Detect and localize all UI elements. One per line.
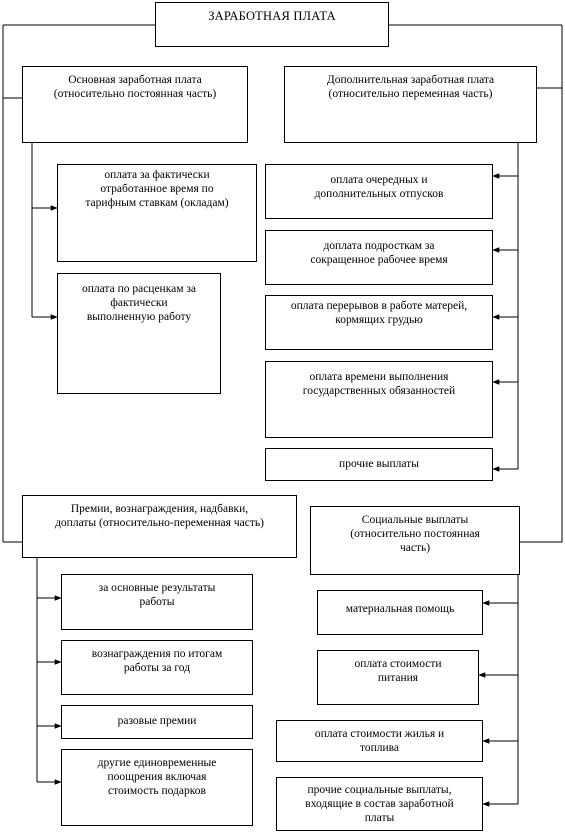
bonuses-label: Премии, вознаграждения, надбавки, доплаты (относительно-переменная часть) xyxy=(55,503,264,529)
main-item-piece-rate: оплата по расценкам за фактически выполненную работу xyxy=(57,273,221,394)
social-item-other-social: прочие социальные выплаты, входящие в состав заработной платы xyxy=(276,777,483,831)
additional-wage-label: Дополнительная заработная плата (относительно переменная часть) xyxy=(326,74,495,100)
title-box xyxy=(155,2,389,47)
main-wage-label: Основная заработная плата (относительно постоянная часть) xyxy=(53,74,217,100)
main-item-time-pay: оплата за фактически отработанное время по тарифным ставкам (окладам) xyxy=(57,164,257,262)
social-item-housing-fuel: оплата стоимости жилья и топлива xyxy=(276,720,483,762)
additional-item-state-duties: оплата времени выполнения государственных обязанностей xyxy=(265,361,493,438)
social-payments-box xyxy=(310,506,520,575)
additional-item-other-payments: прочие выплаты xyxy=(265,448,493,481)
social-payments-label: Социальные выплаты (относительно постоянная часть) xyxy=(350,514,480,554)
social-item-material-aid: материальная помощь xyxy=(317,590,483,635)
social-item-food: оплата стоимости питания xyxy=(317,650,479,705)
bonus-item-main-results: за основные результаты работы xyxy=(61,574,253,630)
bonuses-box xyxy=(22,495,297,558)
additional-wage-box xyxy=(284,66,537,143)
bonus-item-annual: вознаграждения по итогам работы за год xyxy=(61,640,253,695)
additional-item-nursing-breaks: оплата перерывов в работе матерей, кормящих грудью xyxy=(265,295,493,350)
bonus-item-one-time: разовые премии xyxy=(61,705,253,739)
additional-item-vacations: оплата очередных и дополнительных отпусков xyxy=(265,164,493,219)
bonus-item-other-incentives: другие единовременные поощрения включая стоимость подарков xyxy=(61,749,253,826)
main-wage-box xyxy=(22,66,248,143)
additional-item-teenagers: доплата подросткам за сокращенное рабочее время xyxy=(265,230,493,285)
diagram-title: ЗАРАБОТНАЯ ПЛАТА xyxy=(208,9,336,23)
